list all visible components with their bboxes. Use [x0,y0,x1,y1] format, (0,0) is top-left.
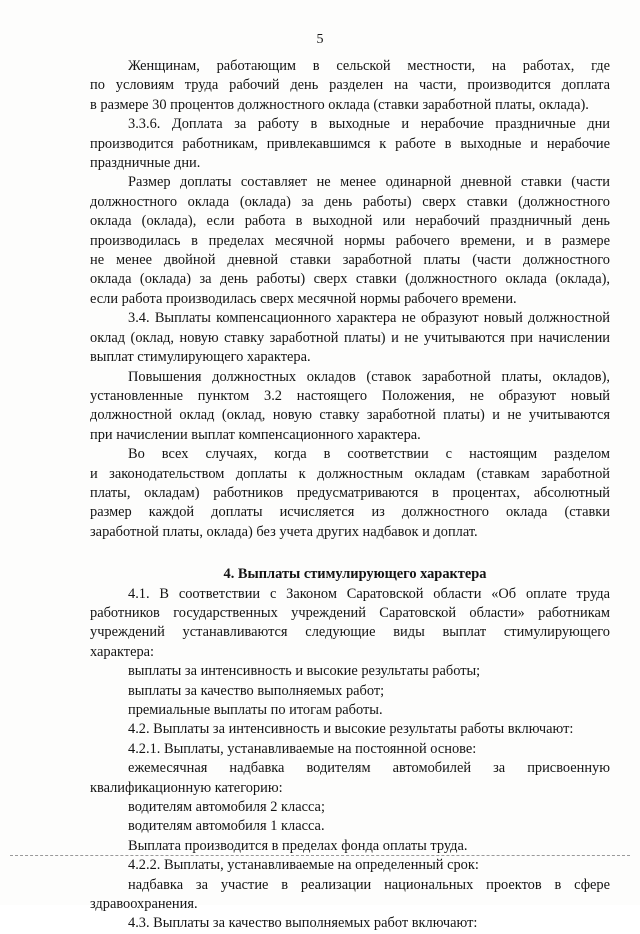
paragraph-line: водителям автомобиля 2 класса; [128,799,325,816]
paragraph-line: в размере 30 процентов должностного оклада (ставки заработной платы, оклада). [90,96,589,113]
paragraph-line: 4.2. Выплаты за интенсивность и высокие результаты работы включают: [128,721,574,738]
paragraph-line: должностной оклад (оклад, новую ставку заработной платы) и не учитываются [90,407,610,424]
section-heading: 4. Выплаты стимулирующего характера [223,566,487,583]
paragraph-line: производится работникам, привлекавшимся к работе в выходные и нерабочие [90,135,610,152]
paragraph [90,856,610,875]
paragraph-line: не менее двойной дневной ставки заработной платы (части должностного [90,252,610,269]
paragraph [90,740,610,759]
paragraph-line: при начислении выплат компенсационного характера. [90,426,421,443]
paragraph-line: производилась в пределах месячной нормы рабочего времени, и в размере [90,232,610,249]
paragraph-line: Женщинам, работающим в сельской местности, на работах, где [128,58,610,74]
paragraph [90,368,610,446]
paragraph-line: оклад (оклад, новую ставку заработной платы) и не учитываются при начислении [90,329,610,346]
paragraph [90,57,610,115]
paragraph-line: размер каждой доплаты исчисляется из должностного оклада (ставки [90,504,610,521]
paragraph-line: праздничные дни. [90,155,201,172]
paragraph-line: учреждений устанавливаются следующие виды выплат стимулирующего [90,624,610,641]
paragraph-line: 4.1. В соответствии с Законом Саратовской области «Об оплате труда [128,585,610,602]
paragraph-line: квалификационную категорию: [90,779,283,796]
paragraph [90,720,610,739]
document-body [90,57,610,934]
paragraph-line: должностного оклада (оклада) за день работы) сверх ставки (должностного [90,193,610,210]
paragraph [90,173,610,309]
paragraph [90,662,610,681]
paragraph-line: выплаты за интенсивность и высокие результаты работы; [128,663,481,680]
paragraph-line: если работа производилась сверх месячной нормы рабочего времени. [90,290,517,307]
paragraph-line: 3.3.6. Доплата за работу в выходные и нерабочие праздничные дни [128,116,610,133]
paragraph [90,115,610,173]
paragraph-line: 3.4. Выплаты компенсационного характера не образуют новый должностной [128,310,610,327]
paragraph-line: 4.3. Выплаты за качество выполняемых работ включают: [128,915,478,932]
paragraph [90,701,610,720]
paragraph [90,682,610,701]
paragraph-line: характера: [90,643,155,660]
paragraph-line: и законодательством доплаты к должностным окладам (ставкам заработной [90,465,610,482]
paragraph-line: премиальные выплаты по итогам работы. [128,702,383,718]
paragraph-line: установленные пунктом 3.2 настоящего Положения, не образуют новый [90,387,610,404]
paragraph [90,445,610,542]
paragraph [90,798,610,817]
paragraph-line: работников государственных учреждений Саратовской области» работникам [90,604,610,621]
paragraph-line: Размер доплаты составляет не менее одинарной дневной ставки (части [128,174,610,191]
paragraph-line: платы, окладам) работников предусматриваются в процентах, абсолютный [90,484,610,501]
paragraph-line: надбавка за участие в реализации национальных проектов в сфере [128,876,610,893]
paragraph-line: ежемесячная надбавка водителям автомобилей за присвоенную [128,760,610,777]
paragraph-line: здравоохранения. [90,896,198,913]
paragraph [90,817,610,836]
paragraph [90,309,610,367]
paragraph-line: 4.2.2. Выплаты, устанавливаемые на определенный срок: [128,857,479,874]
paragraph-line: 4.2.1. Выплаты, устанавливаемые на постоянной основе: [128,740,477,757]
paragraph [90,837,610,856]
paragraph-line: выплаты за качество выполняемых работ; [128,682,385,699]
paragraph-line: Повышения должностных окладов (ставок заработной платы, окладов), [128,368,610,385]
paragraph-line: выплат стимулирующего характера. [90,349,311,366]
paragraph [90,876,610,915]
paragraph-line: оклада (оклада) за день работы) сверх ставки (должностного оклада (оклада), [90,271,610,288]
paragraph-line: водителям автомобиля 1 класса. [128,818,325,835]
paragraph-line: оклада (оклада), если работа в выходной или нерабочий праздничный день [90,213,610,230]
paragraph-line: Выплата производится в пределах фонда оплаты труда. [128,837,468,854]
paragraph-line: заработной платы, оклада) без учета других надбавок и доплат. [90,523,478,540]
paragraph-line: Во всех случаях, когда в соответствии с настоящим разделом [128,446,610,463]
paragraph [90,585,610,663]
paragraph-line: по условиям труда рабочий день разделен на части, производится доплата [90,77,610,94]
paragraph [90,759,610,798]
paragraph [90,914,610,933]
scan-edge-rule [10,855,630,856]
page-number: 5 [316,32,324,47]
